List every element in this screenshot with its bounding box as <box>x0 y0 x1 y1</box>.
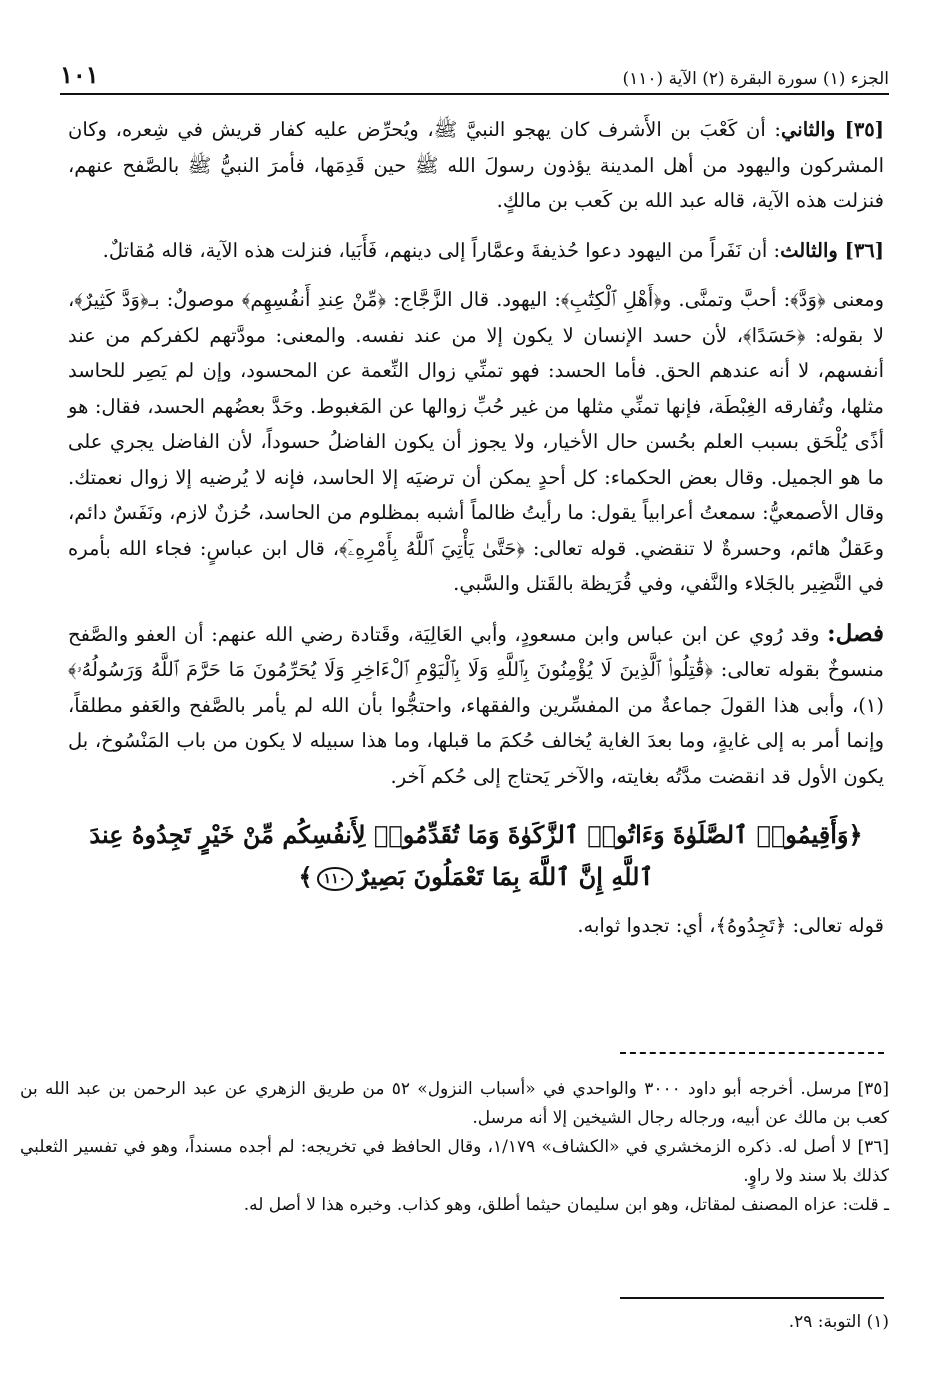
verse-text: ﴿وَأَقِيمُوا۟ ٱلصَّلَوٰةَ وَءَاتُوا۟ ٱلزَّكَوٰةَ وَمَا تُقَدِّمُوا۟ لِأَنفُسِكُم مِّنْ خَيْرٍ تَجِدُوهُ عِندَ ٱللَّهِ إِنَّ ٱللَّهَ بِمَا تَعْمَلُونَ بَصِيرٌ <box>89 820 863 891</box>
tajidoohu-line: قوله تعالى: ﴿تَجِدُوهُ﴾، أي: تجدوا ثوابه. <box>577 914 884 937</box>
quran-verse <box>68 814 884 898</box>
note-text: ـ قلت: عزاه المصنف لمقاتل، وهو ابن سليمان حيثما أطلق، وهو كذاب. وخبره هذا لا أصل له. <box>243 1195 889 1215</box>
running-head: الجزء (١) سورة البقرة (٢) الآية (١١٠) <box>622 69 889 89</box>
note-text: لا أصل له. ذكره الزمخشري في «الكشاف» ١/١٧٩، وقال الحافظ في تخريجه: لم أجده مسنداً، وهو في تفسير الثعلبي كذلك بلا سند ولا راوٍ. <box>20 1137 889 1186</box>
paragraph-35 <box>68 112 884 219</box>
main-text <box>68 112 884 944</box>
note-comment <box>20 1191 889 1220</box>
fasl-paragraph <box>68 616 884 795</box>
footnote <box>60 1312 889 1332</box>
fasl-label: فصل: <box>827 619 884 647</box>
paragraph-36-text: : أن نَفَراً من اليهود دعوا حُذيفةَ وعمَّاراً إلى دينهم، فَأَبَيا، فنزلت هذه الآية، قاله مُقاتلٌ. <box>102 238 781 262</box>
paragraph-35-label: [٣٥] والثاني <box>781 118 884 141</box>
page-number: ١٠١ <box>60 60 99 89</box>
note-ref: [٣٥] <box>857 1079 889 1099</box>
footnote-ref: (١) <box>866 1312 889 1332</box>
notes-divider <box>620 1052 884 1054</box>
ayah-number-marker: ١١٠ <box>317 867 354 891</box>
note-35 <box>20 1075 889 1133</box>
hadith-notes <box>20 1075 889 1220</box>
fasl-text: وقد رُوي عن ابن عباس وابن مسعودٍ، وأبي العَالِيَة، وقَتادة رضي الله عنهم: أن العفو والصَّفح منسوخٌ بقوله تعالى: ﴿قَٰتِلُوا۟ ٱلَّذِينَ لَا يُؤْمِنُونَ بِٱللَّهِ وَلَا بِٱلْيَوْمِ ٱلْءَاخِرِ وَلَا يُحَرِّمُونَ مَا حَرَّمَ ٱللَّهُ وَرَسُولُهُۥ﴾(١)، وأبى هذا القولَ جماعةٌ من المفسِّرين والفقهاء، واحتجُّوا بأن الله لم يأمر بالصَّفح والعَفو مطلقاً، وإنما أمر به إلى غايةٍ، وما بعدَ الغاية يُخالف حُكمَ ما قبلها، وما هذا سبيله لا يكون من باب المَنْسُوخ، بل يكون الأول قد انقضت مدَّتُه بغايته، والآخر يَحتاج إلى حُكم آخر. <box>68 622 884 788</box>
footnote-rule <box>620 1297 884 1299</box>
page-header <box>60 55 889 95</box>
verse-close-bracket: ﴾ <box>298 862 313 891</box>
note-text: مرسل. أخرجه أبو داود ٣٠٠٠ والواحدي في «أسباب النزول» ٥٢ من طريق الزهري عن عبد الرحمن بن عبد الله بن كعب بن مالك عن أبيه، ورجاله رجال الشيخين إلا أنه مرسل. <box>20 1079 889 1128</box>
footnote-text: التوبة: ٢٩. <box>788 1312 862 1332</box>
meaning-paragraph: ومعنى ﴿وَدَّ﴾: أحبَّ وتمنَّى. و﴿أَهْلِ ٱلْكِتَٰبِ﴾: اليهود. قال الزَّجَّاج: ﴿مِّنْ عِندِ أَنفُسِهِم﴾ موصولٌ: بـ﴿وَدَّ كَثِيرٌ﴾، لا بقوله: ﴿حَسَدًا﴾، لأن حسد الإنسان لا يكون إلا من عند نفسه. والمعنى: مودَّتهم لكفركم من عند أنفسهم، لا أنه عندهم الحق. فأما الحسد: فهو تمنِّي زوال النِّعمة عن المحسود، وإن لم يَصِر للحاسد مثلها، وتُفارقه الغِبْطَة، فإنها تمنِّي مثلها من غير حُبِّ زوالها عن المَغبوط. وحَدَّ بعضُهم الحسد، فقال: هو أذًى يُلْحَق بسبب العلم بحُسن حال الأخيار، ولا يجوز أن يكون الفاضلُ حسوداً، لأن الفاضل يجري على ما هو الجميل. وقال بعض الحكماء: كل أحدٍ يمكن أن ترضيَه إلا الحاسد، فإنه لا يُرضيه إلا زوال نعمتك. وقال الأصمعيُّ: سمعتُ أعرابياً يقول: ما رأيتُ ظالماً أشبه بمظلوم من الحاسد، حُزنٌ لازم، ونَفَسٌ دائم، وعَقلٌ هائم، وحسرةٌ لا تنقضي. قوله تعالى: ﴿حَتَّىٰ يَأْتِيَ ٱللَّهُ بِأَمْرِهِۦٓ﴾، قال ابن عباسٍ: فجاء الله بأمره في النَّضِير بالجَلاء والنَّفي، وفي قُرَيظة بالقَتل والسَّبي. <box>68 288 884 595</box>
paragraph-36-label: [٣٦] والثالث <box>780 238 884 262</box>
note-ref: [٣٦] <box>857 1137 889 1157</box>
paragraph-36 <box>68 233 884 269</box>
paragraph-35-text: : أن كَعْبَ بن الأَشرف كان يهجو النبيَّ ﷺ، ويُحرِّض عليه كفار قريش في شِعره، وكان المشركون واليهود من أهل المدينة يؤذون رسولَ الله ﷺ حين قَدِمَها، فأمرَ النبيُّ ﷺ بالصَّفح عنهم، فنزلت هذه الآية، قاله عبد الله بن كَعب بن مالكٍ. <box>68 118 884 212</box>
note-36 <box>20 1133 889 1191</box>
